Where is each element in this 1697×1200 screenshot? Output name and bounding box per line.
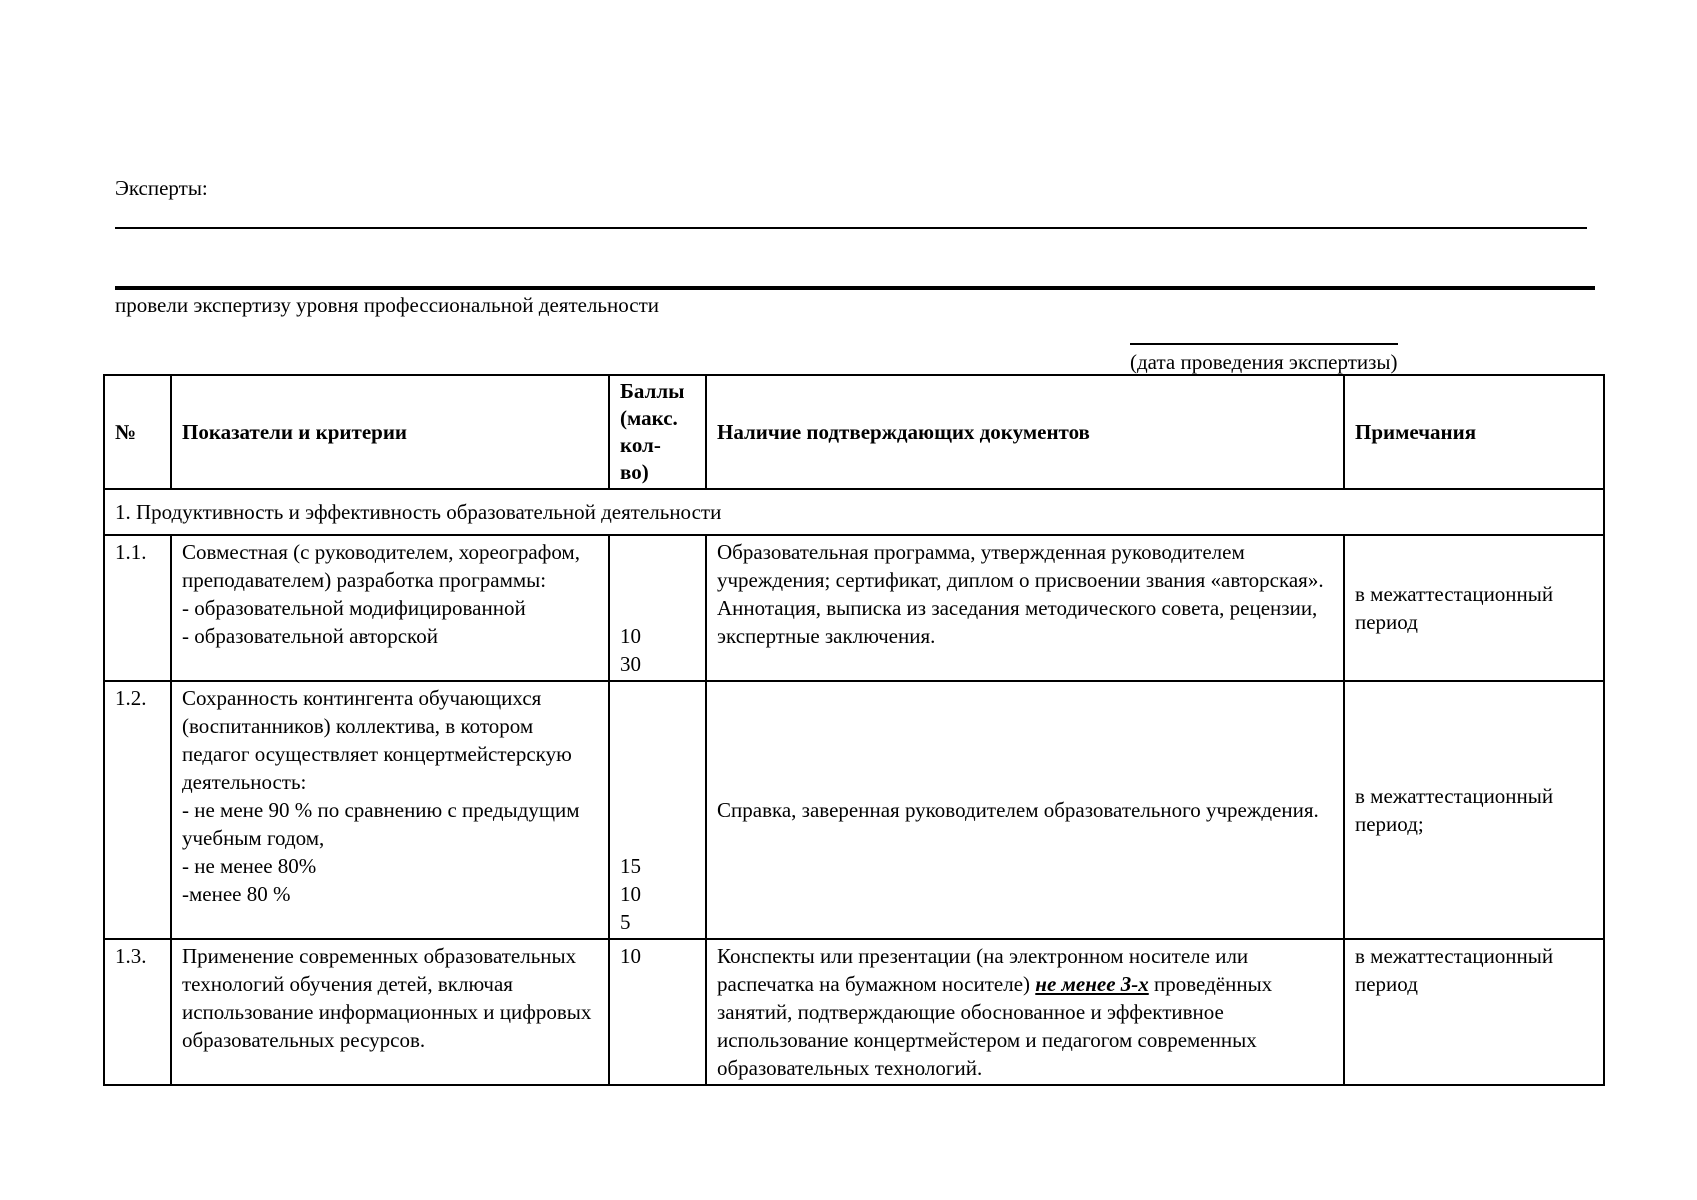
table-header-row: [104, 375, 1604, 489]
documents-emphasis: не менее 3-х: [1035, 972, 1149, 996]
row-criteria: [171, 939, 609, 1085]
table-row: [104, 939, 1604, 1085]
points-value: 15: [620, 854, 641, 878]
row-num: 1.1.: [104, 535, 171, 681]
row-notes: в межаттестационный период: [1344, 939, 1604, 1085]
criteria-item: - образовательной модифицированной: [182, 596, 526, 620]
points-value: 30: [620, 652, 641, 676]
conducted-text: провели экспертизу уровня профессиональной деятельности: [115, 293, 660, 317]
experts-signature-line-1: [115, 227, 1587, 229]
row-notes: в межаттестационный период: [1344, 535, 1604, 681]
header-points: [609, 375, 706, 489]
criteria-item: - не менее 80%: [182, 854, 317, 878]
header-points-line: Баллы: [620, 379, 685, 403]
documents-text: Образовательная программа, утвержденная руководителем учреждения; сертификат, диплом о присвоении звания «авторская».: [717, 540, 1324, 592]
row-criteria: [171, 681, 609, 939]
header-points-line: кол-: [620, 433, 661, 457]
documents-text: Конспекты или презентации (на электронном носителе или распечатка на бумажном носителе): [717, 944, 1249, 996]
row-notes: в межаттестационный период;: [1344, 681, 1604, 939]
row-points: [609, 681, 706, 939]
documents-text: Аннотация, выписка из заседания методического совета, рецензии, экспертные заключения.: [717, 596, 1318, 648]
header-criteria: Показатели и критерии: [171, 375, 609, 489]
points-value: 10: [620, 882, 641, 906]
row-documents: [706, 535, 1344, 681]
row-criteria: [171, 535, 609, 681]
criteria-item: -менее 80 %: [182, 882, 291, 906]
criteria-intro: Сохранность контингента обучающихся (воспитанников) коллектива, в котором педагог осуществляет концертмейстерскую деятельность:: [182, 686, 572, 794]
section-title: 1. Продуктивность и эффективность образовательной деятельности: [104, 489, 1604, 535]
criteria-intro: Применение современных образовательных технологий обучения детей, включая использование информационных и цифровых образовательных ресурсов.: [182, 944, 592, 1052]
points-value: 10: [620, 624, 641, 648]
table-row: [104, 535, 1604, 681]
documents-text: проведённых занятий, подтверждающие обоснованное и эффективное использование концертмейстером и педагогом современных образовательных технологий.: [717, 972, 1273, 1080]
row-documents: [706, 681, 1344, 939]
experts-label: Эксперты:: [115, 176, 208, 200]
header-num: №: [104, 375, 171, 489]
header-points-line: (макс.: [620, 406, 678, 430]
header-notes: Примечания: [1344, 375, 1604, 489]
header-points-line: во): [620, 460, 649, 484]
row-points: [609, 535, 706, 681]
criteria-intro: Совместная (с руководителем, хореографом, преподавателем) разработка программы:: [182, 540, 580, 592]
criteria-table: [103, 374, 1605, 1086]
header-documents: Наличие подтверждающих документов: [706, 375, 1344, 489]
criteria-item: - не мене 90 % по сравнению с предыдущим учебным годом,: [182, 798, 580, 850]
experts-signature-line-2: [115, 286, 1595, 290]
criteria-item: - образовательной авторской: [182, 624, 438, 648]
table-row: [104, 681, 1604, 939]
row-num: 1.3.: [104, 939, 171, 1085]
documents-text: Справка, заверенная руководителем образовательного учреждения.: [717, 798, 1319, 822]
section-row: [104, 489, 1604, 535]
points-value: 5: [620, 910, 631, 934]
row-documents: [706, 939, 1344, 1085]
points-spacer: [620, 538, 696, 622]
date-blank-line: [1130, 343, 1398, 345]
row-num: 1.2.: [104, 681, 171, 939]
points-spacer: [620, 684, 696, 852]
row-points: 10: [609, 939, 706, 1085]
date-caption: (дата проведения экспертизы): [1130, 350, 1398, 374]
